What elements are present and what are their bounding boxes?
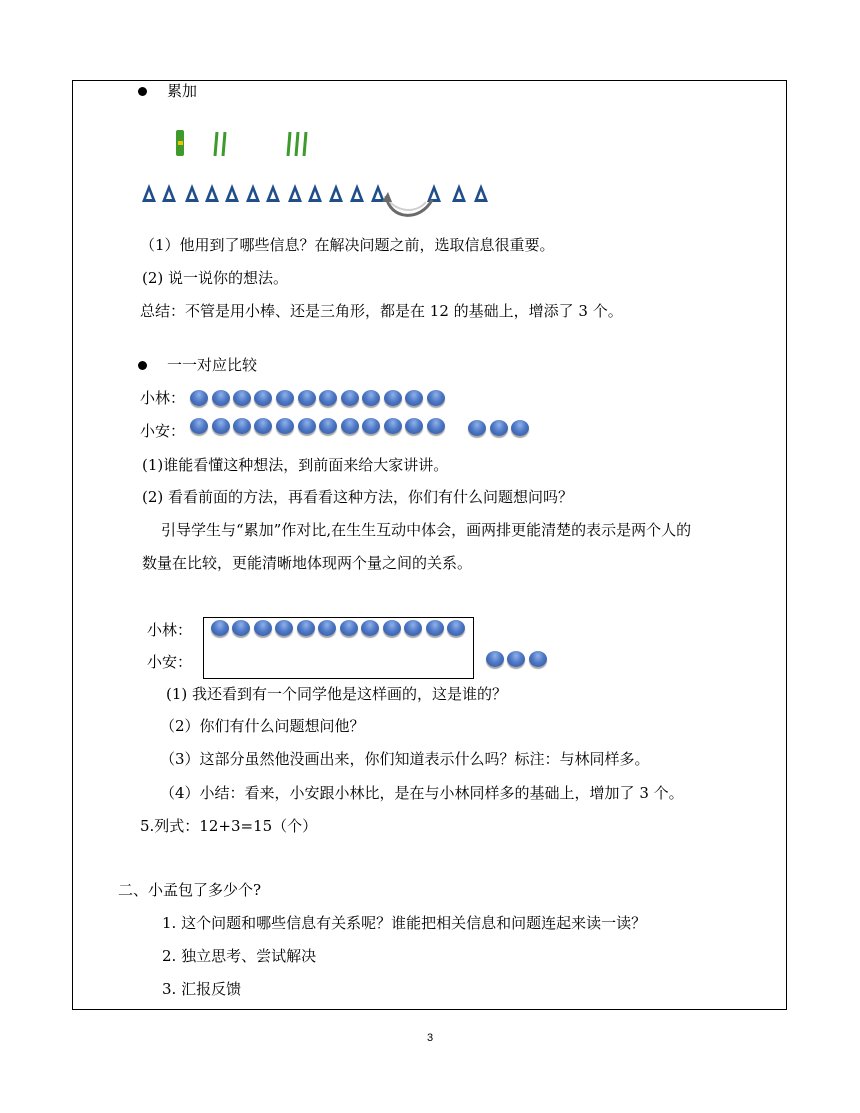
triangle-icon: [474, 184, 488, 202]
ball-icon: [529, 651, 547, 667]
box-q2: （2）你们有什么问题想问他？: [160, 717, 365, 735]
sticks-three-icon: [288, 132, 306, 156]
ball-icon: [233, 418, 251, 434]
triangle-icon: [350, 184, 364, 202]
match-q2: (2) 看看前面的方法，再看看这种方法，你们有什么问题想问吗？: [142, 488, 574, 506]
match-guide-line2: 数量在比较，更能清晰地体现两个量之间的关系。: [142, 554, 473, 572]
accumulate-q1: （1）他用到了哪些信息？在解决问题之前，选取信息很重要。: [140, 236, 555, 254]
ball-icon: [190, 418, 208, 434]
ball-icon: [318, 620, 336, 636]
bullet-icon: [138, 361, 147, 370]
sticks-illustration: [172, 128, 312, 164]
match-q1: (1)谁能看懂这种想法，到前面来给大家讲讲。: [142, 456, 449, 474]
match-guide-line1: 引导学生与“累加”作对比,在生生互动中体会，画两排更能清楚的表示是两个人的: [161, 521, 692, 539]
ball-icon: [275, 620, 293, 636]
ball-icon: [232, 620, 250, 636]
accumulate-q2: (2) 说一说你的想法。: [142, 269, 289, 287]
bullet-icon: [138, 87, 147, 96]
ball-icon: [276, 390, 294, 406]
ball-icon: [511, 420, 529, 436]
box-q1: (1) 我还看到有一个同学他是这样画的，这是谁的？: [166, 685, 508, 703]
ball-icon: [297, 620, 315, 636]
ball-icon: [405, 390, 423, 406]
triangle-icon: [266, 184, 280, 202]
ball-icon: [319, 418, 337, 434]
triangle-icon: [288, 184, 302, 202]
ball-icon: [427, 390, 445, 406]
box-xiaolin-label: 小林：: [147, 621, 193, 639]
triangle-icon: [246, 184, 260, 202]
box-xiaoan-label: 小安：: [147, 653, 193, 671]
sticks-two-icon: [215, 132, 225, 156]
accumulate-heading: 累加: [167, 82, 198, 100]
ball-icon: [447, 620, 465, 636]
section-two-step1: 1. 这个问题和哪些信息有关系呢？谁能把相关信息和问题连起来读一读？: [162, 914, 647, 932]
triangle-icon: [185, 184, 199, 202]
ball-icon: [298, 418, 316, 434]
xiaolin-label: 小林：: [140, 389, 186, 407]
ball-icon: [212, 418, 230, 434]
ball-icon: [361, 620, 379, 636]
ball-icon: [319, 390, 337, 406]
ball-icon: [233, 390, 251, 406]
ball-icon: [341, 418, 359, 434]
ball-icon: [276, 418, 294, 434]
ball-icon: [383, 620, 401, 636]
ball-icon: [362, 418, 380, 434]
ball-icon: [298, 390, 316, 406]
ball-icon: [211, 620, 229, 636]
triangle-icon: [142, 184, 156, 202]
match-heading: 一一对应比较: [167, 356, 258, 374]
ball-icon: [254, 620, 272, 636]
ball-icon: [212, 390, 230, 406]
ball-icon: [190, 390, 208, 406]
ball-icon: [384, 390, 402, 406]
section-two-title: 二、小孟包了多少个?: [118, 881, 262, 899]
ball-icon: [254, 418, 272, 434]
box-q3: （3）这部分虽然他没画出来，你们知道表示什么吗？标注：与林同样多。: [160, 750, 650, 768]
ball-icon: [405, 418, 423, 434]
ball-icon: [426, 620, 444, 636]
curved-arrow-icon: [380, 190, 440, 224]
stick-bundle-icon: [176, 130, 184, 156]
box-q4: （4）小结：看来，小安跟小林比，是在与小林同样多的基础上，增加了 3 个。: [160, 784, 684, 802]
accumulate-summary: 总结：不管是用小棒、还是三角形，都是在 12 的基础上，增添了 3 个。: [140, 302, 623, 320]
triangle-icon: [308, 184, 322, 202]
page-number: 3: [426, 1032, 434, 1044]
triangle-icon: [329, 184, 343, 202]
ball-icon: [468, 420, 486, 436]
ball-icon: [490, 420, 508, 436]
ball-icon: [507, 651, 525, 667]
ball-icon: [404, 620, 422, 636]
section-two-step3: 3. 汇报反馈: [162, 980, 242, 998]
ball-icon: [254, 390, 272, 406]
ball-icon: [427, 418, 445, 434]
triangle-icon: [225, 184, 239, 202]
formula: 5.列式：12+3=15（个）: [140, 817, 318, 835]
triangle-icon: [162, 184, 176, 202]
ball-icon: [384, 418, 402, 434]
triangle-icon: [452, 184, 466, 202]
ball-icon: [362, 390, 380, 406]
ball-icon: [486, 651, 504, 667]
ball-icon: [340, 620, 358, 636]
triangle-icon: [205, 184, 219, 202]
xiaoan-label: 小安：: [140, 422, 186, 440]
section-two-step2: 2. 独立思考、尝试解决: [162, 947, 317, 965]
ball-icon: [341, 390, 359, 406]
